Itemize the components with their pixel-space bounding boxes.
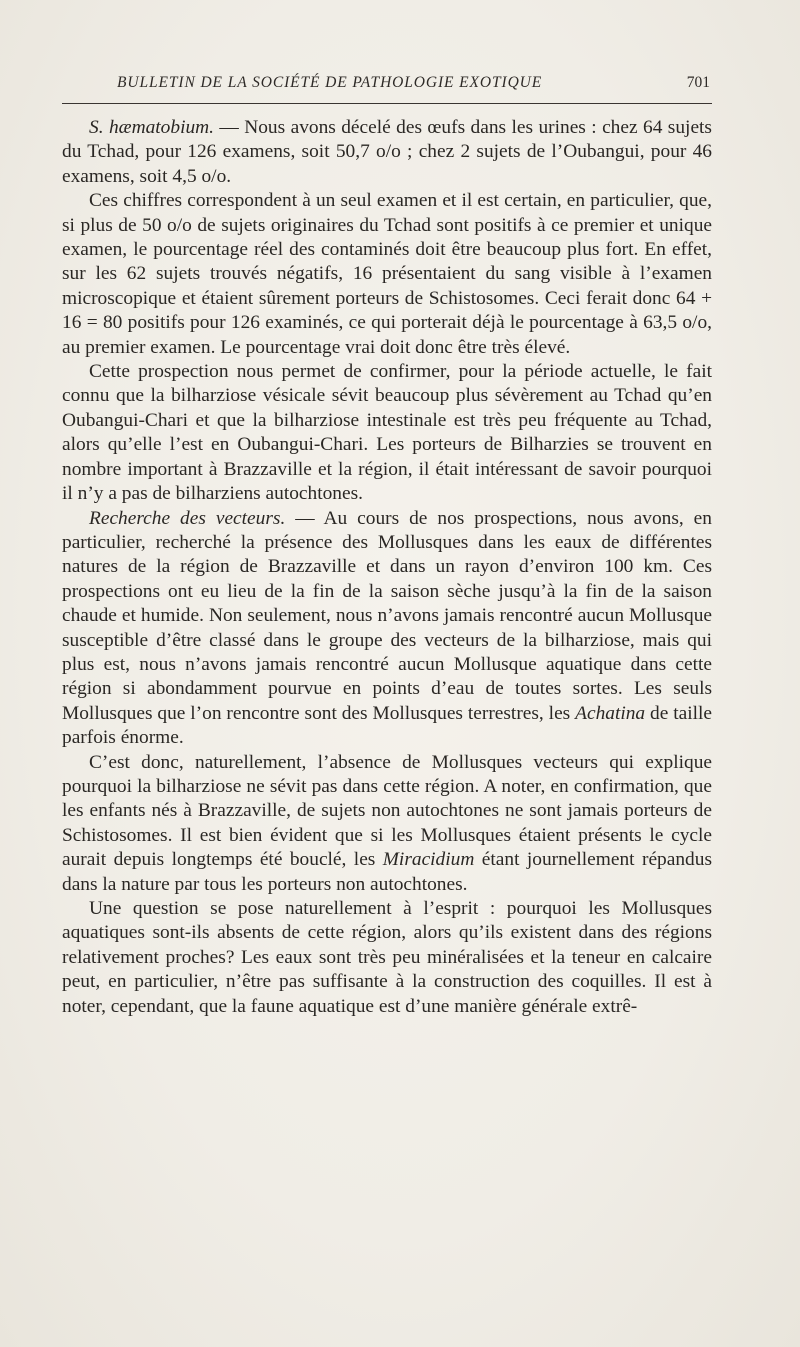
body-text bbox=[62, 116, 712, 1019]
paragraph-lead: Recherche des vecteurs. bbox=[89, 507, 286, 529]
paragraph-text: C’est donc, naturellement, l’absence de Mollusques vecteurs qui explique pourquoi la bilharziose ne sévit pas dans cette région. A noter, en confirmation, que les enfants nés à Brazzaville, de sujets non autochtones ne sont jamais porteurs de Schistosomes. Il est bien évident que si les Mollusques étaient présents le cycle aurait depuis longtemps été bouclé, les bbox=[62, 751, 712, 871]
header-rule bbox=[62, 103, 712, 104]
paragraph-question bbox=[62, 897, 712, 1019]
paragraph-absence-mollusques bbox=[62, 751, 712, 897]
paragraph-lead: S. hæmatobium. bbox=[89, 117, 214, 138]
italic-term-achatina: Achatina bbox=[575, 702, 646, 724]
paragraph-s-haematobium bbox=[62, 116, 712, 189]
paragraph-text-after: de taille parfois énorme. bbox=[62, 702, 712, 749]
running-title: BULLETIN DE LA SOCIÉTÉ DE PATHOLOGIE EXOTIQUE bbox=[117, 74, 543, 91]
italic-term-miracidium: Miracidium bbox=[382, 849, 475, 871]
paragraph-text: Une question se pose naturellement à l’esprit : pourquoi les Mollusques aquatiques sont-ils absents de cette région, alors qu’ils existent dans des régions relativement proches? Les eaux sont très peu minéralisées et la teneur en calcaire peut, en particulier, n’être pas suffisante à la construction des coquilles. Il est à noter, cependant, que la faune aquatique est d’une manière générale extrê- bbox=[62, 898, 712, 1017]
page-header bbox=[62, 72, 712, 98]
paragraph-text: — Nous avons décelé des œufs dans les urines : chez 64 sujets du Tchad, pour 126 examens, soit 50,7 o/o ; chez 2 sujets de l’Oubangui, pour 46 examens, soit 4,5 o/o. bbox=[62, 117, 712, 187]
page-number: 701 bbox=[686, 74, 710, 91]
paragraph-prospection bbox=[62, 360, 712, 506]
paragraph-text: — Au cours de nos prospections, nous avons, en particulier, recherché la présence des Mollusques dans les eaux de différentes natures de la région de Brazzaville et dans un rayon d’environ 100 km. Ces prospections ont eu lieu de la fin de la saison sèche jusqu’à la fin de la saison chaude et humide. Non seulement, nous n’avons jamais rencontré aucun Mollusque susceptible d’être classé dans le groupe des vecteurs de la bilharziose, mais qui plus est, nous n’avons jamais rencontré aucun Mollusque aquatique dans cette région si abondamment pourvue en points d’eau de toutes sortes. Les seuls Mollusques que l’on rencontre sont des Mollusques terrestres, les bbox=[62, 507, 712, 724]
paragraph-chiffres bbox=[62, 189, 712, 360]
paragraph-text-after: étant journellement répandus dans la nature par tous les porteurs non autochtones. bbox=[62, 849, 712, 895]
paragraph-recherche-vecteurs bbox=[62, 507, 712, 751]
paragraph-text: Cette prospection nous permet de confirmer, pour la période actuelle, le fait connu que la bilharziose vésicale sévit beaucoup plus sévèrement au Tchad qu’en Oubangui-Chari et que la bilharziose intestinale est très peu fréquente au Tchad, alors qu’elle l’est en Oubangui-Chari. Les porteurs de Bilharzies se trouvent en nombre important à Brazzaville et la région, il était intéressant de savoir pourquoi il n’y a pas de bilharziens autochtones. bbox=[62, 361, 712, 505]
paragraph-text: Ces chiffres correspondent à un seul examen et il est certain, en particulier, que, si plus de 50 o/o de sujets originaires du Tchad sont positifs à ce premier et unique examen, le pourcentage réel des contaminés doit être beaucoup plus fort. En effet, sur les 62 sujets trouvés négatifs, 16 présentaient du sang visible à l’examen microscopique et étaient sûrement porteurs de Schistosomes. Ceci ferait donc 64 + 16 = 80 positifs pour 126 examinés, ce qui porterait déjà le pourcentage à 63,5 o/o, au premier examen. Le pourcentage vrai doit donc être très élevé. bbox=[62, 190, 712, 358]
